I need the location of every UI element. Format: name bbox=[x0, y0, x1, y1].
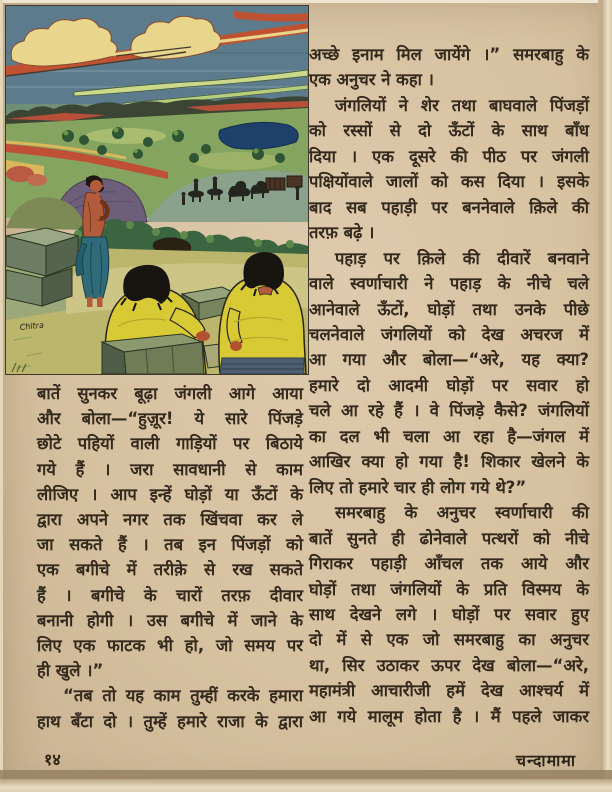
text-line: आखिर क्या हो गया है! शिकार खेलने के bbox=[309, 452, 589, 472]
text-line: द्वारा अपने नगर तक खिंचवा कर ले bbox=[37, 510, 303, 530]
text-line: हाथ बँटा दो । तुम्हें हमारे राजा के द्वारा bbox=[37, 711, 303, 731]
text-line: जा सकते हैं । तब इन पिंजड़ों को bbox=[37, 535, 303, 555]
text-line: एक अनुचर ने कहा । bbox=[309, 70, 434, 90]
text-line: साथ देखने लगे । घोड़ों पर सवार हुए bbox=[309, 604, 589, 624]
text-line: महामंत्री आचारीजी हमें देख आश्चर्य में bbox=[309, 681, 589, 701]
right-text-column bbox=[309, 42, 589, 729]
text-line: लीजिए । आप इन्हें घोड़ों या ऊँटों के bbox=[37, 484, 303, 504]
text-line: समरबाहु के अनुचर स्वर्णाचारी की bbox=[335, 503, 589, 523]
text-line: छोटे पहियों वाली गाड़ियों पर बिठाये bbox=[37, 434, 303, 454]
text-line: एक बगीचे में तरीक़े से रख सकते bbox=[37, 560, 303, 580]
text-line: अच्छे इनाम मिल जायेंगे ।” समरबाहु के bbox=[309, 45, 589, 64]
text-line: था, सिर उठाकर ऊपर देख बोला—“अरे, bbox=[309, 655, 589, 675]
text-line: जंगलियों ने शेर तथा बाघवाले पिंजड़ों bbox=[335, 95, 589, 115]
text-line: ही खुले ।” bbox=[37, 661, 104, 681]
left-text-column bbox=[37, 381, 303, 734]
text-line: आनेवाले ऊँटों, घोड़ों तथा उनके पीछे bbox=[309, 299, 589, 319]
text-line: लिए एक फाटक भी हो, जो समय पर bbox=[37, 636, 303, 656]
story-illustration bbox=[5, 5, 309, 375]
stone-blocks-left bbox=[6, 228, 78, 306]
text-line: बाद सब पहाड़ी पर बननेवाले क़िले की bbox=[309, 197, 589, 217]
artist-signature: Chitra bbox=[19, 320, 45, 332]
text-line: तरफ़ बढ़े । bbox=[309, 223, 375, 243]
text-line: गये हैं । जरा सावधानी से काम bbox=[37, 459, 303, 479]
text-line: दिया । एक दूसरे की पीठ पर जंगली bbox=[309, 146, 589, 166]
text-line: को रस्सों से दो ऊँटों के साथ बाँध bbox=[309, 121, 589, 141]
text-line: और बोला—“हुज़ूर! ये सारे पिंजड़े bbox=[37, 409, 303, 429]
page-edge-top bbox=[0, 0, 612, 3]
text-line: आ गया और बोला—“अरे, यह क्या? bbox=[309, 350, 589, 370]
text-line: पहाड़ पर क़िले की दीवारें बनवाने bbox=[335, 248, 589, 268]
page-edge-bottom bbox=[0, 779, 612, 792]
text-line: चले आ रहे हैं । वे पिंजड़े कैसे? जंगलियों bbox=[309, 401, 589, 421]
text-line: बनानी होगी । उस बगीचे में जाने के bbox=[37, 610, 303, 630]
page-edge-right bbox=[598, 0, 612, 792]
text-line: का दल भी चला आ रहा है—जंगल में bbox=[309, 426, 589, 446]
text-line: आ गये मालूम होता है । मैं पहले जाकर bbox=[309, 706, 589, 726]
text-line: गिराकर पहाड़ी आँचल तक आये और bbox=[309, 554, 589, 574]
illustration-svg bbox=[6, 6, 308, 374]
text-line: वाले स्वर्णाचारी ने पहाड़ के नीचे चले bbox=[309, 274, 589, 294]
text-line: “तब तो यह काम तुम्हीं करके हमारा bbox=[63, 686, 303, 706]
text-line: बातें सुनते ही ढोनेवाले पत्थरों को नीचे bbox=[309, 528, 589, 548]
text-line: लिए तो हमारे चार ही लोग गये थे?” bbox=[309, 477, 527, 497]
text-line: चलनेवाले जंगलियों को देख अचरज में bbox=[309, 324, 589, 344]
text-line: हैं । बगीचे के चारों तरफ़ दीवार bbox=[37, 585, 303, 605]
page-number: १४ bbox=[44, 750, 61, 769]
text-line: पक्षियोंवाले जालों को कस दिया । इसके bbox=[309, 172, 589, 192]
text-line: घोड़ों तथा जंगलियों के प्रति विस्मय के bbox=[309, 579, 589, 599]
text-line: बातें सुनकर बूढ़ा जंगली आगे आया bbox=[37, 384, 303, 403]
magazine-title: चन्दामामा bbox=[515, 751, 576, 770]
page-edge-left bbox=[0, 0, 3, 792]
text-line: हमारे दो आदमी घोड़ों पर सवार हो bbox=[309, 375, 589, 395]
text-line: दो में से एक जो समरबाहु का अनुचर bbox=[309, 630, 589, 650]
page-edge-bottom-shadow bbox=[0, 770, 612, 779]
